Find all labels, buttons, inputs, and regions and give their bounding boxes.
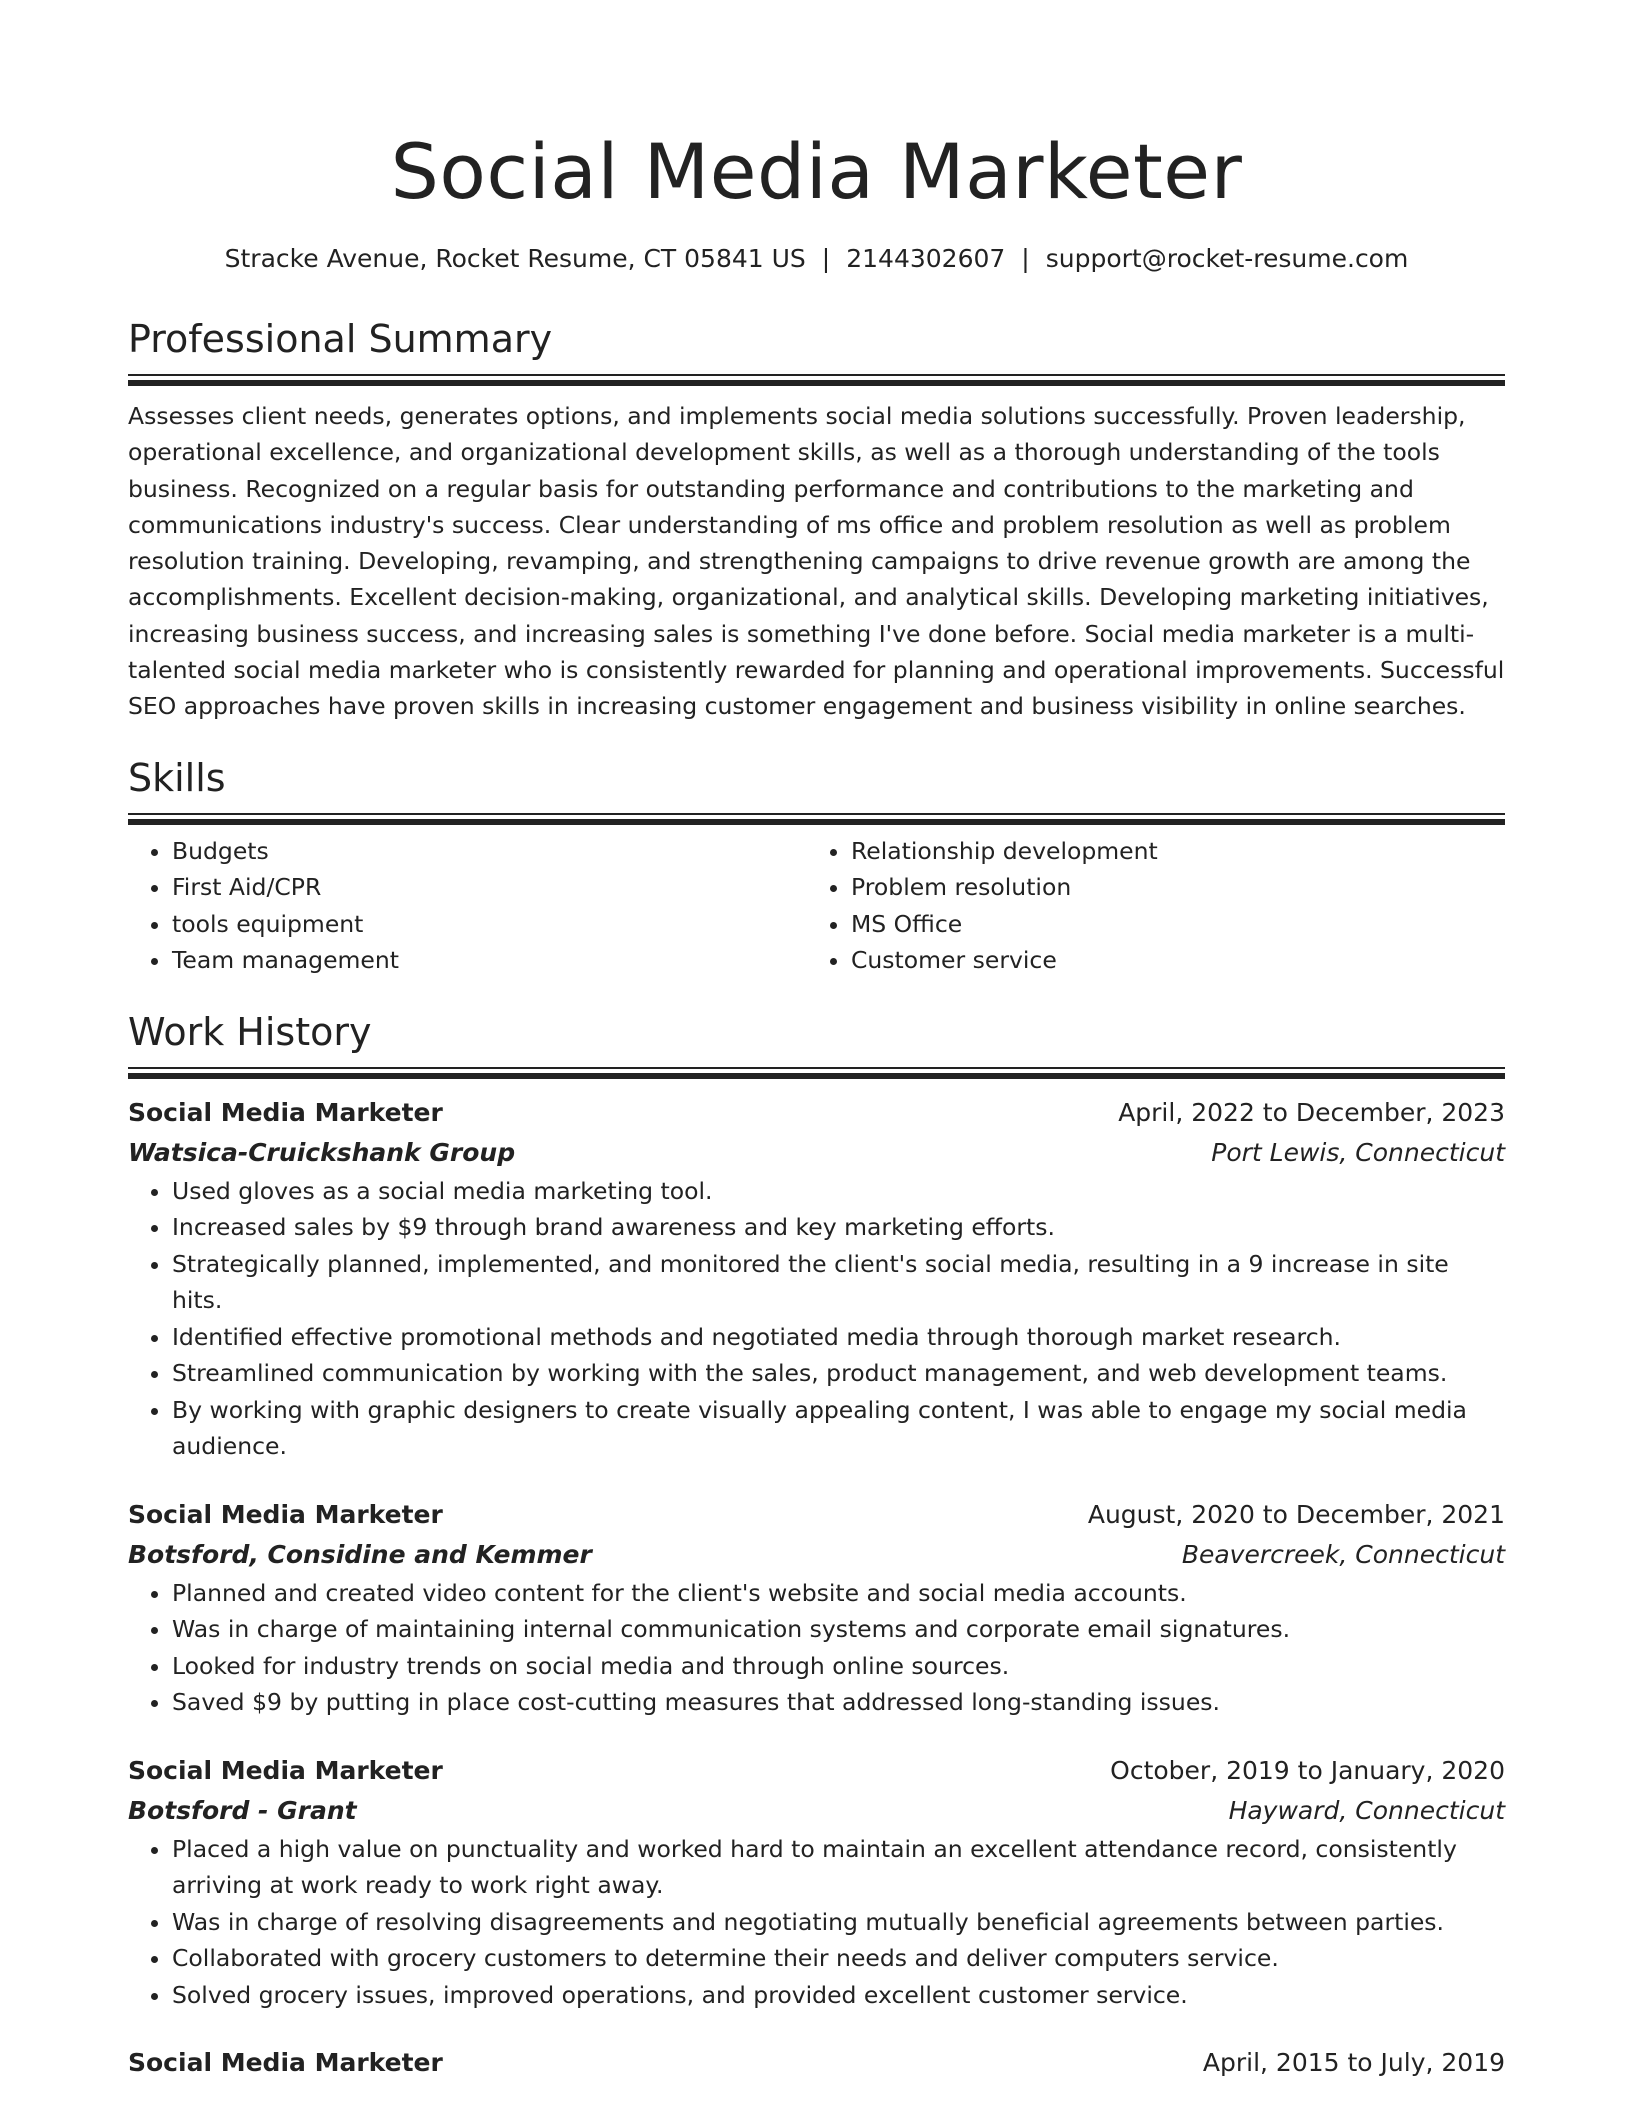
skill-item: • Problem resolution bbox=[851, 869, 1486, 906]
job-duties bbox=[128, 1575, 1505, 1721]
skill-item: • Team management bbox=[172, 942, 807, 979]
summary-text: Assesses client needs, generates options, and implements social media solutions successfully. Proven leadership, operational excellence, and organizational development skills, as well as a thorough understanding of the tools business. Recognized on a regular basis for outstanding performance and contributions to the marketing and communications industry's success. Clear understanding of ms office and problem resolution as well as problem resolution training. Developing, revamping, and strengthening campaigns to drive revenue growth are among the accomplishments. Excellent decision-making, organizational, and analytical skills. Developing marketing initiatives, increasing business success, and increasing sales is something I've done before. Social media marketer is a multi-talented social media marketer who is consistently rewarded for planning and operational improvements. Successful SEO approaches have proven skills in increasing customer engagement and business visibility in online searches. bbox=[128, 402, 1505, 721]
section-divider bbox=[128, 813, 1505, 825]
section-divider bbox=[128, 374, 1505, 386]
job-duty: • Streamlined communication by working with the sales, product management, and web development teams. bbox=[172, 1355, 1505, 1392]
section-divider bbox=[128, 1067, 1505, 1079]
job-duty: • Solved grocery issues, improved operations, and provided excellent customer service. bbox=[172, 1977, 1505, 2014]
job-duty: • Planned and created video content for the client's website and social media accounts. bbox=[172, 1575, 1505, 1612]
job-duties bbox=[128, 1173, 1505, 1465]
contact-separator: | bbox=[821, 244, 831, 273]
contact-phone: 2144302607 bbox=[846, 244, 1006, 273]
job-title: Social Media Marketer bbox=[128, 1499, 443, 1529]
contact-line bbox=[128, 242, 1505, 276]
job-header bbox=[128, 1093, 1505, 1133]
skills-section bbox=[128, 753, 1505, 979]
resume-page bbox=[128, 120, 1505, 2083]
skills-heading: Skills bbox=[128, 755, 226, 800]
job-subheader bbox=[128, 1791, 1505, 1831]
skill-item: • Relationship development bbox=[851, 833, 1486, 870]
job-entry bbox=[128, 1751, 1505, 2014]
job-header bbox=[128, 1751, 1505, 1791]
skill-item: • First Aid/CPR bbox=[172, 869, 807, 906]
resume-name: Social Media Marketer bbox=[390, 127, 1243, 216]
job-company: Botsford, Considine and Kemmer bbox=[128, 1539, 592, 1569]
skill-item: • tools equipment bbox=[172, 906, 807, 943]
job-subheader bbox=[128, 1133, 1505, 1173]
job-title: Social Media Marketer bbox=[128, 1097, 443, 1127]
job-duty: • Placed a high value on punctuality and worked hard to maintain an excellent attendance record, consistently arriving at work ready to work right away. bbox=[172, 1831, 1505, 1904]
work-history-heading: Work History bbox=[128, 1009, 372, 1054]
job-duty: • Looked for industry trends on social media and through online sources. bbox=[172, 1648, 1505, 1685]
job-location: Port Lewis, Connecticut bbox=[1211, 1137, 1505, 1167]
job-title: Social Media Marketer bbox=[128, 1755, 443, 1785]
job-header bbox=[128, 2043, 1505, 2083]
job-dates: August, 2020 to December, 2021 bbox=[1087, 1499, 1505, 1529]
job-duty: • Collaborated with grocery customers to determine their needs and deliver computers service. bbox=[172, 1940, 1505, 1977]
summary-section bbox=[128, 314, 1505, 725]
job-dates: April, 2022 to December, 2023 bbox=[1118, 1097, 1505, 1127]
job-duty: • Used gloves as a social media marketing tool. bbox=[172, 1173, 1505, 1210]
job-company: Watsica-Cruickshank Group bbox=[128, 1137, 516, 1167]
skill-item: • Customer service bbox=[851, 942, 1486, 979]
job-duty: • Strategically planned, implemented, and monitored the client's social media, resulting in a 9 increase in site hits. bbox=[172, 1246, 1505, 1319]
job-duty: • Was in charge of resolving disagreements and negotiating mutually beneficial agreements between parties. bbox=[172, 1904, 1505, 1941]
skills-list bbox=[128, 833, 1505, 979]
contact-separator: | bbox=[1021, 244, 1030, 273]
job-entry bbox=[128, 1495, 1505, 1721]
job-duty: • Saved $9 by putting in place cost-cutting measures that addressed long-standing issues. bbox=[172, 1684, 1505, 1721]
job-title: Social Media Marketer bbox=[128, 2048, 443, 2078]
contact-address: Stracke Avenue, Rocket Resume, CT 05841 US bbox=[224, 244, 806, 273]
job-header bbox=[128, 1495, 1505, 1535]
skills-column-right bbox=[807, 833, 1486, 979]
job-company: Botsford - Grant bbox=[128, 1795, 357, 1825]
job-entry bbox=[128, 1093, 1505, 1465]
work-history-section bbox=[128, 1007, 1505, 2084]
job-duty: • By working with graphic designers to create visually appealing content, I was able to engage my social media audience. bbox=[172, 1392, 1505, 1465]
summary-heading: Professional Summary bbox=[128, 317, 553, 361]
skills-column-left bbox=[128, 833, 807, 979]
job-duty: • Identified effective promotional methods and negotiated media through thorough market research. bbox=[172, 1319, 1505, 1356]
job-dates: October, 2019 to January, 2020 bbox=[1110, 1755, 1505, 1785]
skill-item: • MS Office bbox=[851, 906, 1486, 943]
contact-email: support@rocket-resume.com bbox=[1045, 244, 1409, 273]
job-location: Beavercreek, Connecticut bbox=[1181, 1539, 1505, 1569]
job-location: Hayward, Connecticut bbox=[1228, 1795, 1505, 1825]
job-duties bbox=[128, 1831, 1505, 2014]
job-duty: • Was in charge of maintaining internal communication systems and corporate email signatures. bbox=[172, 1611, 1505, 1648]
job-entry bbox=[128, 2043, 1505, 2083]
job-subheader bbox=[128, 1535, 1505, 1575]
job-duty: • Increased sales by $9 through brand awareness and key marketing efforts. bbox=[172, 1209, 1505, 1246]
skill-item: • Budgets bbox=[172, 833, 807, 870]
job-dates: April, 2015 to July, 2019 bbox=[1202, 2048, 1505, 2078]
